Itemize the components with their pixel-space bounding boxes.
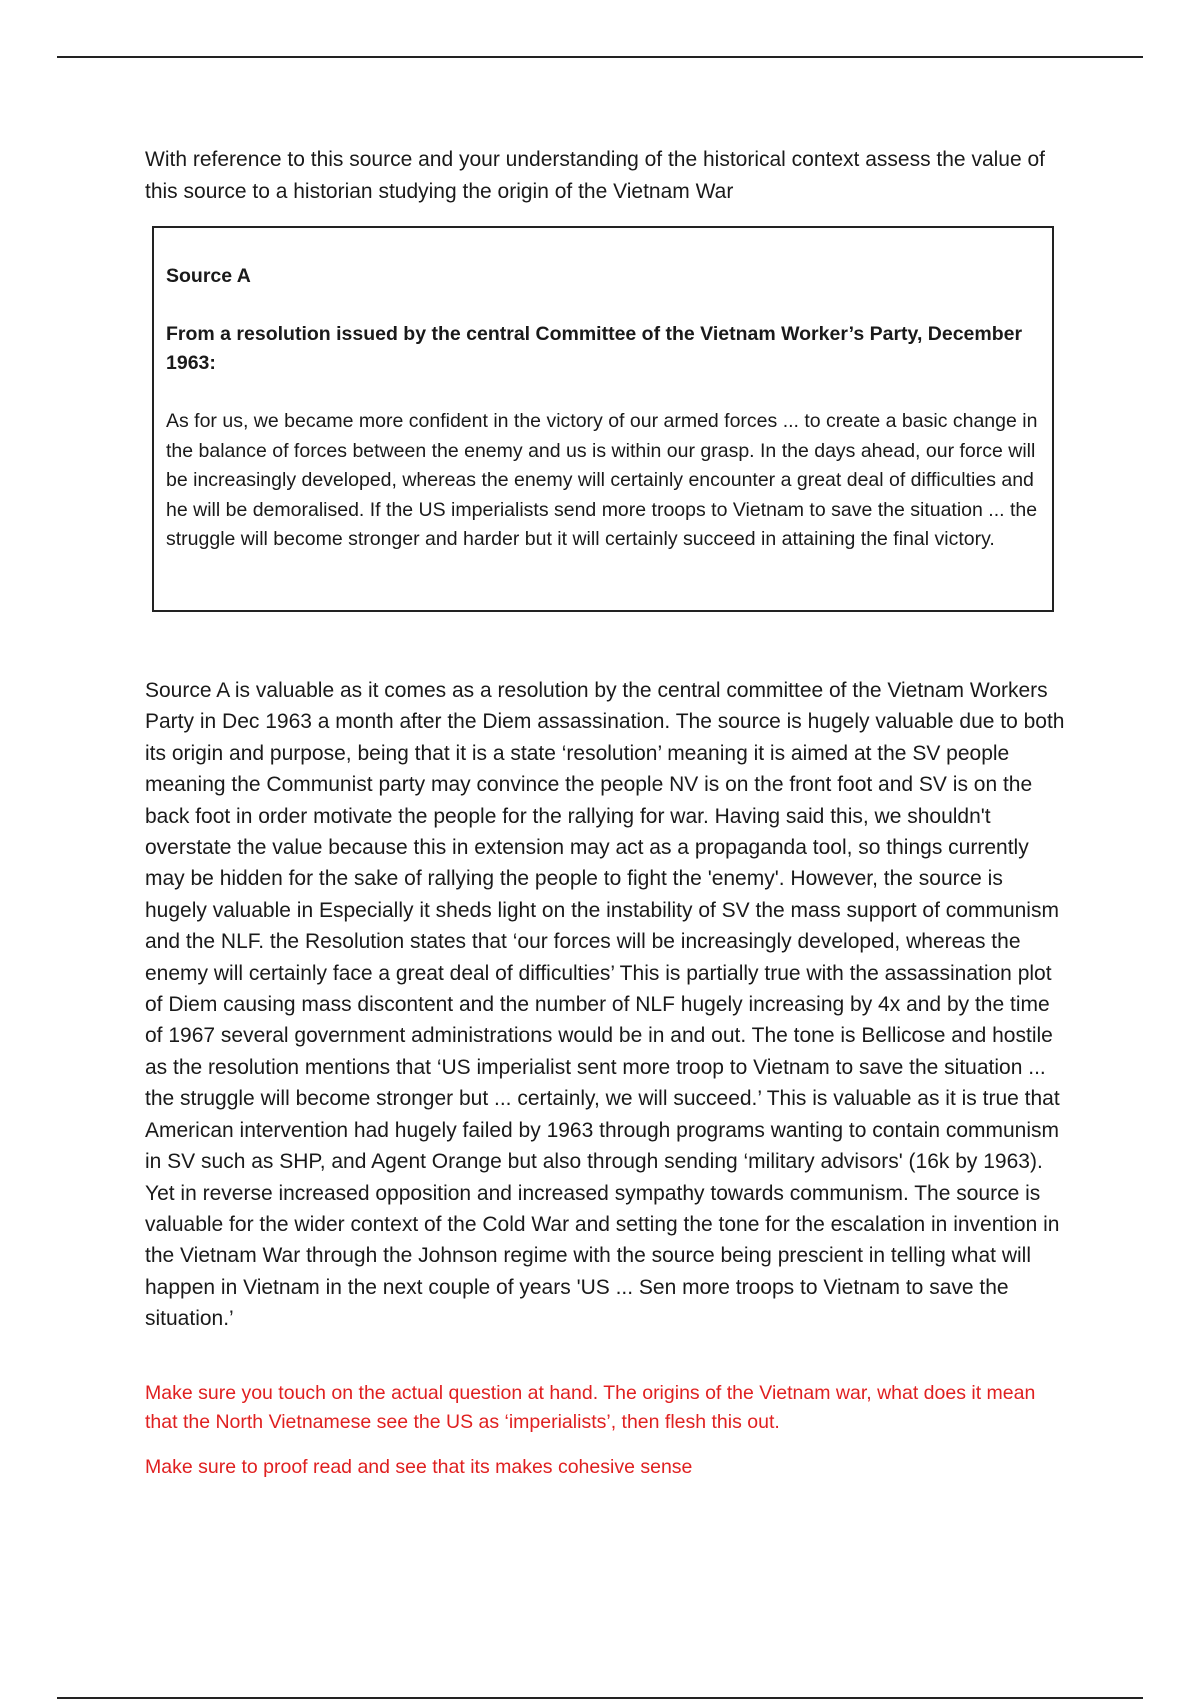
header-rule (57, 56, 1143, 58)
source-box (152, 226, 1054, 612)
source-quote: As for us, we became more confident in the victory of our armed forces ... to create a basic change in the balance of forces between the enemy and us is within our grasp. In the days ahead, our force will be increasingly developed, whereas the enemy will certainly encounter a great deal of difficulties and he will be demoralised. If the US imperialists send more troops to Vietnam to save the situation ... the struggle will become stronger and harder but it will certainly succeed in attaining the final victory. (166, 410, 1038, 550)
student-answer: Source A is valuable as it comes as a resolution by the central committee of the Vietnam Workers Party in Dec 1963 a month after the Diem assassination. The source is hugely valuable due to both its origin and purpose, being that it is a state ‘resolution’ meaning it is aimed at the SV people meaning the Communist party may convince the people NV is on the front foot and SV is on the back foot in order motivate the people for the rallying for war. Having said this, we shouldn't overstate the value because this in extension may act as a propaganda tool, so things currently may be hidden for the sake of rallying the people to fight the 'enemy'. However, the source is hugely valuable in Especially it sheds light on the instability of SV the mass support of communism and the NLF. the Resolution states that ‘our forces will be increasingly developed, whereas the enemy will certainly face a great deal of difficulties’ This is partially true with the assassination plot of Diem causing mass discontent and the number of NLF hugely increasing by 4x and by the time of 1967 several government administrations would be in and out. The tone is Bellicose and hostile as the resolution mentions that ‘US imperialist sent more troop to Vietnam to save the situation ... the struggle will become stronger but ... certainly, we will succeed.’ This is valuable as it is true that American intervention had hugely failed by 1963 through programs wanting to contain communism in SV such as SHP, and Agent Orange but also through sending ‘military advisors' (16k by 1963). Yet in reverse increased opposition and increased sympathy towards communism. The source is valuable for the wider context of the Cold War and setting the tone for the escalation in invention in the Vietnam War through the Johnson regime with the source being prescient in telling what will happen in Vietnam in the next couple of years 'US ... Sen more troops to Vietnam to save the situation.’ (145, 679, 1065, 1331)
essay-question: With reference to this source and your understanding of the historical context assess the value of this source to a historian studying the origin of the Vietnam War (145, 148, 1045, 203)
teacher-feedback-2: Make sure to proof read and see that its makes cohesive sense (145, 1456, 693, 1478)
source-origin: From a resolution issued by the central Committee of the Vietnam Worker’s Party, December 1963: (166, 323, 1023, 374)
teacher-feedback-1: Make sure you touch on the actual question at hand. The origins of the Vietnam war, what does it mean that the North Vietnamese see the US as ‘imperialists’, then flesh this out. (145, 1382, 1036, 1433)
source-title: Source A (166, 265, 251, 287)
footer-rule (57, 1697, 1143, 1699)
